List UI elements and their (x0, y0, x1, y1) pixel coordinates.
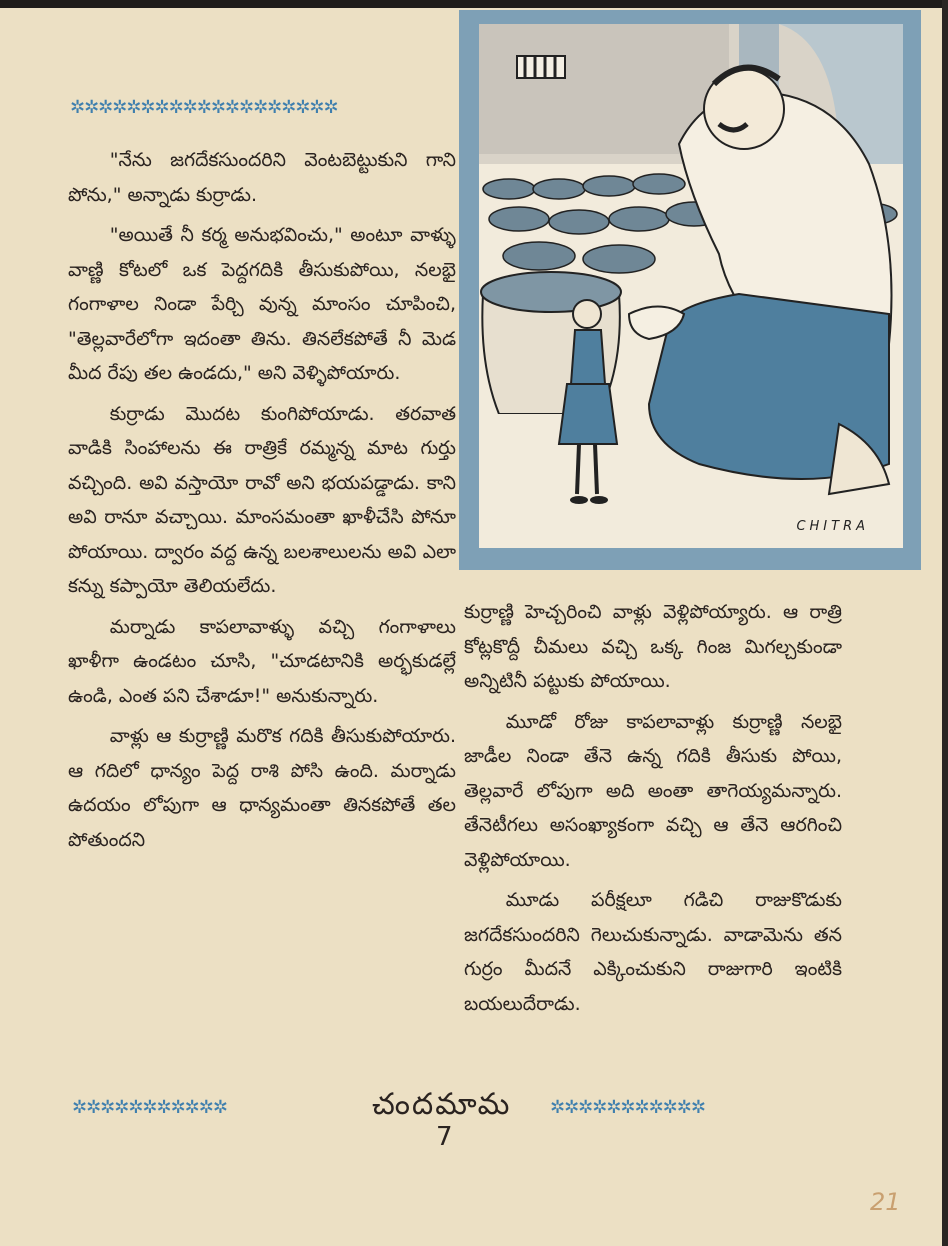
paragraph: కుర్రాడు మొదట కుంగిపోయాడు. తరవాత వాడికి సింహాలను ఈ రాత్రికే రమ్మన్న మాట గుర్తు వచ్చింది. అవి వస్తాయో రావో అని భయపడ్డాడు. కాని అవి రానూ వచ్చాయి. మాంసమంతా ఖాళీచేసి పోనూ పోయాయి. ద్వారం వద్ద ఉన్న బలశాలులను అవి ఎలా కన్ను కప్పాయో తెలియలేదు. (68, 402, 456, 597)
giant-and-boy-illustration (479, 24, 903, 548)
header-ornament: ✲✲✲✲✲✲✲✲✲✲✲✲✲✲✲✲✲✲✲ (70, 97, 338, 118)
paragraph: "నేను జగదేకసుందరిని వెంటబెట్టుకుని గాని పోను," అన్నాడు కుర్రాడు. (68, 149, 456, 206)
right-column (464, 595, 842, 1027)
footer-ornament-right: ✲✲✲✲✲✲✲✲✲✲✲ (550, 1097, 705, 1118)
page-number: 7 (436, 1122, 453, 1152)
page-top-edge (0, 0, 948, 8)
magazine-title: చందమామ (372, 1087, 512, 1122)
paragraph: వాళ్లు ఆ కుర్రాణ్ణి మరొక గదికి తీసుకుపోయారు. ఆ గదిలో ధాన్యం పెద్ద రాశి పోసి ఉంది. మర్నాడు ఉదయం లోపుగా ఆ ధాన్యమంతా తినకపోతే తల పోతుందని (68, 725, 456, 851)
paragraph: "అయితే నీ కర్మ అనుభవించు," అంటూ వాళ్ళు వాణ్ణి కోటలో ఒక పెద్దగదికి తీసుకుపోయి, నలభై గంగాళాల నిండా పేర్చి వున్న మాంసం చూపించి, "తెల్లవారేలోగా ఇదంతా తిను. తినలేకపోతే నీ మెడ మీద రేపు తల ఉండదు," అని వెళ్ళిపోయారు. (68, 224, 456, 384)
left-column (68, 143, 456, 863)
story-illustration (459, 10, 921, 570)
footer-ornament-left: ✲✲✲✲✲✲✲✲✲✲✲ (72, 1097, 227, 1118)
corner-handwritten-mark: 21 (870, 1188, 901, 1216)
artist-signature: CHITRA (796, 519, 869, 534)
page-right-edge (942, 0, 948, 1246)
paragraph: మర్నాడు కాపలావాళ్ళు వచ్చి గంగాళాలు ఖాళీగా ఉండటం చూసి, "చూడటానికి అర్భకుడల్లే ఉండి, ఎంత పని చేశాడూ!" అనుకున్నారు. (68, 615, 456, 707)
paragraph: మూడు పరీక్షలూ గడిచి రాజుకొడుకు జగదేకసుందరిని గెలుచుకున్నాడు. వాడామెను తన గుర్రం మీదనే ఎక్కించుకుని రాజుగారి ఇంటికి బయలుదేరాడు. (464, 889, 842, 1015)
paragraph: కుర్రాణ్ణి హెచ్చరించి వాళ్లు వెళ్లిపోయ్యారు. ఆ రాత్రి కోట్లకొద్దీ చీమలు వచ్చి ఒక్క గింజ మిగల్చకుండా అన్నిటినీ పట్టుకు పోయాయి. (464, 601, 842, 692)
paragraph: మూడో రోజు కాపలావాళ్లు కుర్రాణ్ణి నలభై జాడీల నిండా తేనె ఉన్న గదికి తీసుకు పోయి, తెల్లవారే లోపుగా అది అంతా తాగెయ్యమన్నారు. తేనెటీగలు అసంఖ్యాకంగా వచ్చి ఆ తేనె ఆరగించి వెళ్లిపోయాయి. (464, 710, 842, 871)
